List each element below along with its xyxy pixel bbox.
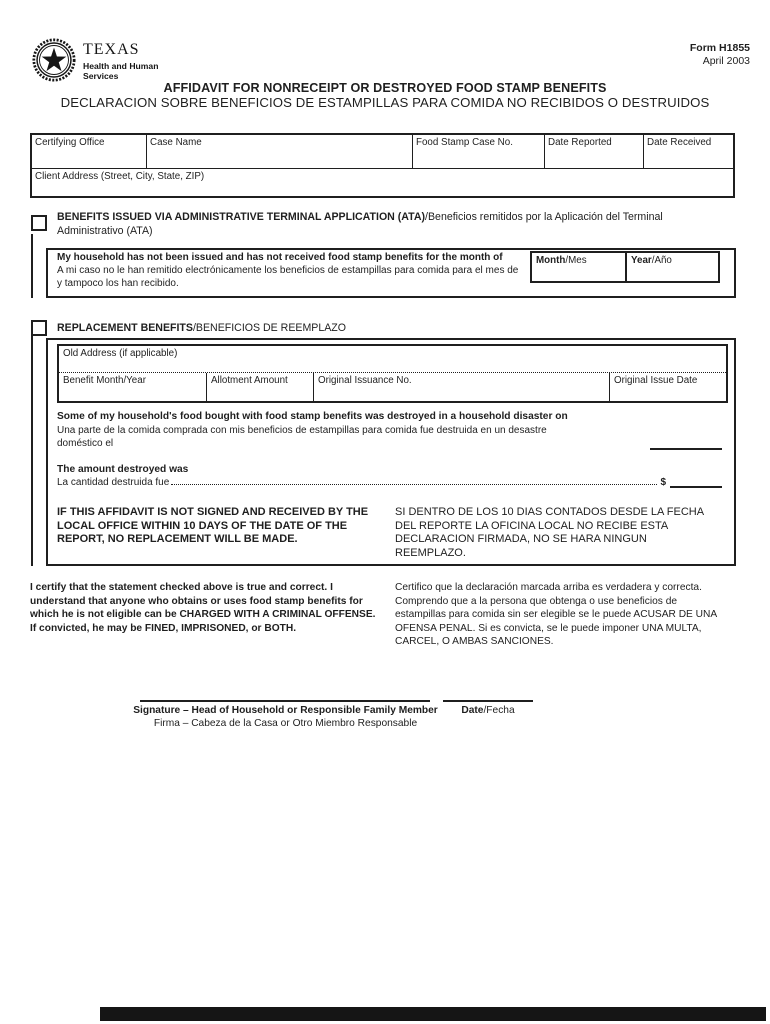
- bottom-scan-bar: [100, 1007, 766, 1021]
- warning-english: IF THIS AFFIDAVIT IS NOT SIGNED AND RECEIVED BY THE LOCAL OFFICE WITHIN 10 DAYS OF THE DATE OF THE REPORT, NO REPLACEMENT WILL BE MADE.: [57, 506, 369, 546]
- case-info-table: [30, 133, 735, 198]
- case-name-label: Case Name: [150, 137, 202, 148]
- replacement-checkbox[interactable]: [31, 320, 47, 336]
- ata-heading-english: BENEFITS ISSUED VIA ADMINISTRATIVE TERMINAL APPLICATION (ATA): [57, 211, 426, 223]
- replacement-left-rule: [31, 334, 33, 566]
- currency-symbol: $: [660, 477, 666, 488]
- signature-label-spanish: Firma – Cabeza de la Casa or Otro Miembro Responsable: [153, 718, 418, 729]
- year-field[interactable]: [627, 253, 718, 281]
- form-title-spanish: DECLARACION SOBRE BENEFICIOS DE ESTAMPILLAS PARA COMIDA NO RECIBIDOS O DESTRUIDOS: [60, 95, 710, 110]
- original-issue-date-field[interactable]: [610, 373, 726, 401]
- year-label-en: Year: [631, 255, 652, 266]
- allotment-amount-label: Allotment Amount: [211, 375, 288, 386]
- year-label-es: /Año: [651, 255, 672, 266]
- original-issuance-no-field[interactable]: [314, 373, 610, 401]
- ata-statement: [57, 251, 527, 290]
- food-stamp-case-no-label: Food Stamp Case No.: [416, 137, 513, 148]
- replacement-table-columns: [59, 372, 726, 401]
- replacement-table: [57, 344, 728, 403]
- date-reported-label: Date Reported: [548, 137, 612, 148]
- replacement-heading-english: REPLACEMENT BENEFITS: [57, 322, 193, 334]
- certifying-office-label: Certifying Office: [35, 137, 105, 148]
- ata-statement-english: My household has not been issued and has not received food stamp benefits for the month of: [57, 252, 503, 263]
- ata-checkbox[interactable]: [31, 215, 47, 231]
- month-label-en: Month: [536, 255, 566, 266]
- date-received-field[interactable]: [644, 135, 733, 168]
- dept-name-line2: Services: [83, 70, 119, 81]
- agency-logo: [32, 38, 158, 87]
- ata-statement-spanish-line1: A mi caso no le han remitido electrónicamente los beneficios de estampillas para comida para el mes de: [57, 265, 519, 276]
- date-input[interactable]: [443, 700, 533, 702]
- date-label-english: Date: [461, 705, 484, 716]
- form-number: Form H1855: [689, 42, 750, 54]
- ata-heading: [57, 211, 725, 238]
- replacement-heading: [57, 322, 725, 336]
- client-address-label: Client Address (Street, City, State, ZIP): [35, 171, 205, 182]
- client-address-field[interactable]: [32, 169, 733, 196]
- replacement-heading-spanish: /BENEFICIOS DE REEMPLAZO: [192, 322, 347, 334]
- form-identifier: [690, 42, 750, 68]
- month-field[interactable]: [532, 253, 627, 281]
- ata-statement-spanish-line2: y tampoco los han recibido.: [57, 278, 179, 289]
- amount-input[interactable]: [670, 486, 722, 488]
- destroyed-statement-spanish-line1: Una parte de la comida comprada con mis beneficios de estampillas para comida fue destruida en un desastre: [57, 424, 547, 436]
- destroyed-statement-spanish-line2: doméstico el: [57, 438, 114, 449]
- date-reported-field[interactable]: [545, 135, 644, 168]
- ata-heading-spanish: /Beneficios remitidos por la Aplicación del Terminal Administrativo (ATA): [57, 211, 663, 237]
- certification-english: I certify that the statement checked above is true and correct. I understand that anyone who obtains or uses food stamp benefits for which he is not eligible can be CHARGED WITH A CRIMINAL OFFENSE. If convicted, he may be FINED, IMPRISONED, or BOTH.: [30, 582, 376, 634]
- certification-spanish: Certifico que la declaración marcada arriba es verdadera y correcta. Comprendo que a la persona que obtenga o use beneficios de estampillas para comida sin ser elegible se le puede ACUSAR DE UNA OFENSA PENAL. Si es convicta, se le puede imponer UNA MULTA, CARCEL, O AMBAS SANCIONES.: [395, 582, 717, 648]
- dotted-leader: [171, 484, 657, 485]
- amount-destroyed-row: [57, 477, 722, 488]
- ata-left-rule: [31, 234, 33, 298]
- old-address-label: Old Address (if applicable): [63, 348, 178, 359]
- date-label-spanish: /Fecha: [483, 705, 515, 716]
- warning-spanish: SI DENTRO DE LOS 10 DIAS CONTADOS DESDE LA FECHA DEL REPORTE LA OFICINA LOCAL NO RECIBE ESTA DECLARACION FIRMADA, NO SE HARA NINGUN REEMPLAZO.: [395, 506, 704, 559]
- month-year-table: [530, 251, 720, 283]
- form-date: April 2003: [702, 55, 750, 67]
- signature-input[interactable]: [140, 700, 430, 702]
- benefit-month-year-label: Benefit Month/Year: [63, 375, 146, 386]
- dept-name-line1: Health and Human: [83, 61, 159, 71]
- destroyed-statement: [57, 410, 657, 451]
- old-address-field[interactable]: [59, 346, 726, 372]
- destroyed-date-input[interactable]: [650, 448, 722, 450]
- original-issuance-no-label: Original Issuance No.: [318, 375, 412, 386]
- benefit-month-year-field[interactable]: [59, 373, 207, 401]
- amount-destroyed-label-english: The amount destroyed was: [57, 464, 189, 475]
- form-title-english: AFFIDAVIT FOR NONRECEIPT OR DESTROYED FOOD STAMP BENEFITS: [163, 81, 607, 95]
- org-name: TEXAS: [83, 41, 140, 58]
- certifying-office-field[interactable]: [32, 135, 147, 168]
- allotment-amount-field[interactable]: [207, 373, 314, 401]
- case-name-field[interactable]: [147, 135, 413, 168]
- case-info-header-row: [32, 135, 733, 169]
- signature-label-english: Signature – Head of Household or Responsible Family Member: [133, 705, 438, 716]
- month-label-es: /Mes: [565, 255, 587, 266]
- date-received-label: Date Received: [647, 137, 712, 148]
- date-label: [443, 704, 533, 717]
- texas-state-seal-icon: [32, 38, 76, 87]
- food-stamp-case-no-field[interactable]: [413, 135, 545, 168]
- amount-destroyed-label-spanish: La cantidad destruida fue: [57, 477, 170, 488]
- destroyed-statement-english: Some of my household's food bought with food stamp benefits was destroyed in a household disaster on: [57, 411, 568, 422]
- original-issue-date-label: Original Issue Date: [614, 375, 698, 386]
